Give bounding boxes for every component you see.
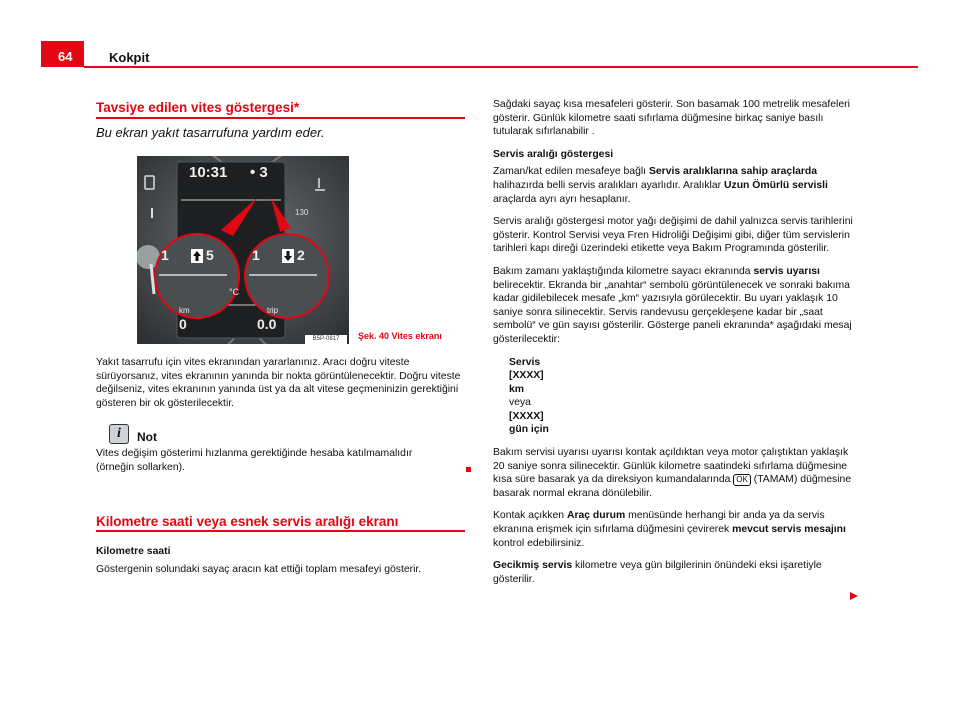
figure-code: B5P-0817 bbox=[305, 335, 347, 344]
section-heading-gear-indicator: Tavsiye edilen vites göstergesi* bbox=[96, 100, 300, 115]
recommended-downshift-gear: 2 bbox=[297, 247, 305, 263]
paragraph-overdue-service: Gecikmiş servis kilometre veya gün bilgilerinin önündeki eksi işaretiyle gösterilir. bbox=[493, 560, 822, 585]
trip-label: trip bbox=[267, 306, 279, 315]
paragraph-odometer: Göstergenin solundaki sayaç aracın kat ettiği toplam mesafeyi gösterir. bbox=[96, 564, 422, 575]
page-number: 64 bbox=[58, 49, 73, 64]
paragraph-trip: Sağdaki sayaç kısa mesafeleri gösterir. Son basamak 100 metrelik mesafeleri gösterir. Günlük kilometre saati sıfırlama düğmesine birkaç saniye basılı tutularak sıfırlanabilir . bbox=[493, 99, 850, 138]
paragraph-warning-clear: Bakım servisi uyarısı uyarısı kontak açıldıktan veya motor çalıştıktan yaklaşık 20 saniye sonra silinecektir. Günlük kilometre saatindeki sıfırlama düğmesine kısa süre basarak ya da direksiyon kumandalarında OK (TAMAM) düğmesine basarak normal ekrana dönülebilir. bbox=[493, 447, 852, 499]
note-title: Not bbox=[137, 430, 157, 444]
speed-mark: 130 bbox=[295, 208, 309, 217]
figure-gear-display bbox=[137, 156, 349, 344]
paragraph-vehicle-status: Kontak açıkken Araç durum menüsünde herhangi bir anda ya da servis ekranına erişmek için sıfırlama düğmesini çevirerek mevcut servis mesajını kontrol edebilirsiniz. bbox=[493, 510, 846, 549]
recommended-upshift-gear: 5 bbox=[206, 247, 214, 263]
heading-rule bbox=[96, 117, 465, 119]
current-gear: • 3 bbox=[250, 164, 268, 181]
header-rule bbox=[84, 66, 918, 68]
continue-arrow-icon bbox=[850, 592, 858, 600]
figure-caption: Şek. 40 Vites ekranı bbox=[358, 331, 442, 341]
gear-left-upshift: 1 bbox=[161, 247, 169, 263]
clock-readout: 10:31 bbox=[189, 164, 228, 181]
ok-button-icon: OK bbox=[733, 474, 751, 486]
km-label: km bbox=[179, 306, 190, 315]
trip-value: 0.0 bbox=[257, 316, 277, 332]
note-text: Vites değişim gösterimi hızlanma gerektiğinde hesaba katılmamalıdır (örneğin sollarken). bbox=[96, 448, 413, 473]
paragraph-gear-usage: Yakıt tasarrufu için vites ekranından yararlanınız. Aracı doğru viteste sürüyorsanız, vites ekranının yanında bir nokta görüntülenecektir. Doğru viteste değilseniz, vites ekranının yanında üst ya da alt vitese geçmeninizin gerektiğini gösteren bir ok gösterilecektir. bbox=[96, 357, 461, 409]
section-subtitle: Bu ekran yakıt tasarrufuna yardım eder. bbox=[96, 125, 325, 140]
subheading-odometer: Kilometre saati bbox=[96, 546, 171, 557]
chapter-title: Kokpit bbox=[109, 50, 150, 65]
end-of-section-marker bbox=[466, 467, 471, 472]
right-column bbox=[493, 98, 858, 586]
paragraph-service-dates: Servis aralığı göstergesi motor yağı değişimi de dahil yalnızca servis tarihlerini gösterir. Kontrol Servisi veya Fren Hidroliği Değişimi gibi, diğer tüm servislerin tarihleri kapı direği üzerindeki etikette veya Bakım Programında gösterilir. bbox=[493, 216, 853, 255]
paragraph-service-warning: Bakım zamanı yaklaştığında kilometre sayacı ekranında servis uyarısı belirecektir. Ekranda bir „anahtar“ sembolü görüntülenecek ve sonraki bakıma kadar gidilebilecek mesafe „km“ yazısıyla görülecektir. Bu uyarı yaklaşık 10 saniye sonra silinecektir. Servis randevusu gerçekleşene kadar bir „saat sembolü“ ve gün sayısı gösterilir. Gösterge paneli ekranında* aşağıdaki mesaj gösterilecektir: bbox=[493, 265, 852, 345]
temperature-unit: °C bbox=[229, 287, 240, 297]
paragraph-service-intervals: Zaman/kat edilen mesafeye bağlı Servis aralıklarına sahip araçlarda halihazırda belli servis aralıkları ayarlıdır. Aralıklar Uzun Ömürlü servisli araçlarda ayrı ayrı hesaplanır. bbox=[493, 166, 828, 205]
heading-rule bbox=[96, 530, 465, 532]
odometer-value: 0 bbox=[179, 316, 187, 332]
service-message: Servis [XXXX] km veya [XXXX] gün için bbox=[509, 356, 549, 436]
info-icon: i bbox=[109, 424, 129, 444]
heading-service-interval: Servis aralığı göstergesi bbox=[493, 148, 614, 160]
gear-left-downshift: 1 bbox=[252, 247, 260, 263]
section-heading-odometer: Kilometre saati veya esnek servis aralığı ekranı bbox=[96, 514, 399, 529]
